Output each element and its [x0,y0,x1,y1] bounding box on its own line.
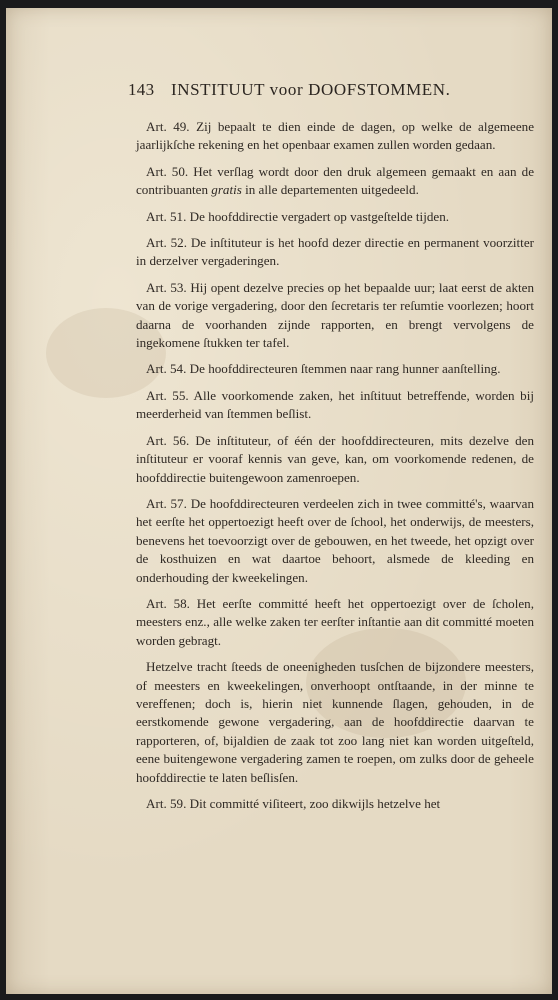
article-label: Art. 51. [146,208,187,224]
article-label: Art. 55. [146,387,189,403]
article-49 [136,118,534,155]
page-body [136,118,534,821]
article-text: De inſtituteur, of één der hoofddirecteuren, mits dezelve den inſtituteur er vooraf kennis van geve, kan, om voorkomende redenen, de hoofddirectie buitengewoon zamenroepen. [136,432,534,485]
article-text: Het eerſte committé heeft het oppertoezigt over de ſcholen, meesters enz., alle welke zaken ter eerſter inſtantie aan dit committé moeten worden gebragt. [136,595,534,648]
article-52 [136,234,534,271]
article-text: De hoofddirectie vergadert op vastgeſtelde tijden. [189,208,450,224]
article-text: in alle departementen uitgedeeld. [241,182,419,198]
article-55 [136,387,534,424]
article-57 [136,495,534,587]
article-text: Het verſlag wordt door den druk algemeen gemaakt en aan de contribuanten [136,163,535,198]
article-label: Art. 57. [146,495,187,511]
article-50 [136,163,534,200]
article-text: Hij opent dezelve precies op het bepaalde uur; laat eerst de akten van de vorige vergadering, door den ſecretaris ter reſumtie voorlezen; hoort daarna de voorhanden zijnde rapporten, en brengt vervolgens de ingekomene ſtukken ter tafel. [136,279,535,351]
article-text: Zij bepaalt te dien einde de dagen, op welke de algemeene jaarlijkſche rekening en het openbaar examen zullen worden gedaan. [136,119,535,153]
article-text: De hoofddirecteuren verdeelen zich in twee committé's, waarvan het eerſte het oppertoezigt heeft over de ſchool, het onderwijs, de meesters, benevens het toevoorzigt over de gebouwen, en het tweede, het opzigt over de kosthuizen en wat daartoe behoort, alsmede de kleeding en onderhouding der kweekelingen. [136,495,535,585]
article-label: Art. 53. [146,279,187,295]
article-label: Art. 52. [146,235,187,251]
running-title: INSTITUUT voor DOOFSTOMMEN. [170,80,451,99]
article-54 [136,360,534,378]
article-text: De inſtituteur is het hoofd dezer directie en permanent voorzitter in derzelver vergaderingen. [136,235,534,269]
article-58 [136,595,534,650]
italic-word: gratis [211,182,242,198]
article-label: Art. 56. [146,432,190,448]
article-text: De hoofddirecteuren ſtemmen naar rang hunner aanſtelling. [189,361,501,377]
article-59 [136,795,534,813]
article-text: Alle voorkomende zaken, het inſtituut betreffende, worden bij meerderheid van ſtemmen beſlist. [136,387,534,422]
page-number: 143 [128,80,155,99]
article-text: Hetzelve tracht ſteeds de oneenigheden tusſchen de bijzondere meesters, of meesters en kweekelingen, onverhoopt ontſtaande, in der minne te vereffenen; doch is, hierin niet kunnende ſlagen, gehouden, in de eerstkomende gewone vergadering, aan de hoofddirectie daarvan te rapporteren, of, bijaldien de zaak tot zoo lang niet kan worden uitgeſteld, eene buitengewone vergadering zamen te roepen, om zulks door de geheele hoofddirectie te laten beſlisſen. [136,659,534,785]
article-label: Art. 49. [146,119,190,134]
article-53 [136,279,534,353]
paragraph-indent [136,659,146,674]
article-label: Art. 59. [146,796,187,811]
running-header [128,80,468,100]
article-label: Art. 54. [146,361,187,377]
article-51 [136,208,534,226]
continuation-paragraph [136,658,534,787]
article-text: Dit committé viſiteert, zoo dikwijls hetzelve het [189,796,441,811]
article-56 [136,432,534,487]
article-label: Art. 50. [146,163,189,179]
article-label: Art. 58. [146,595,190,611]
